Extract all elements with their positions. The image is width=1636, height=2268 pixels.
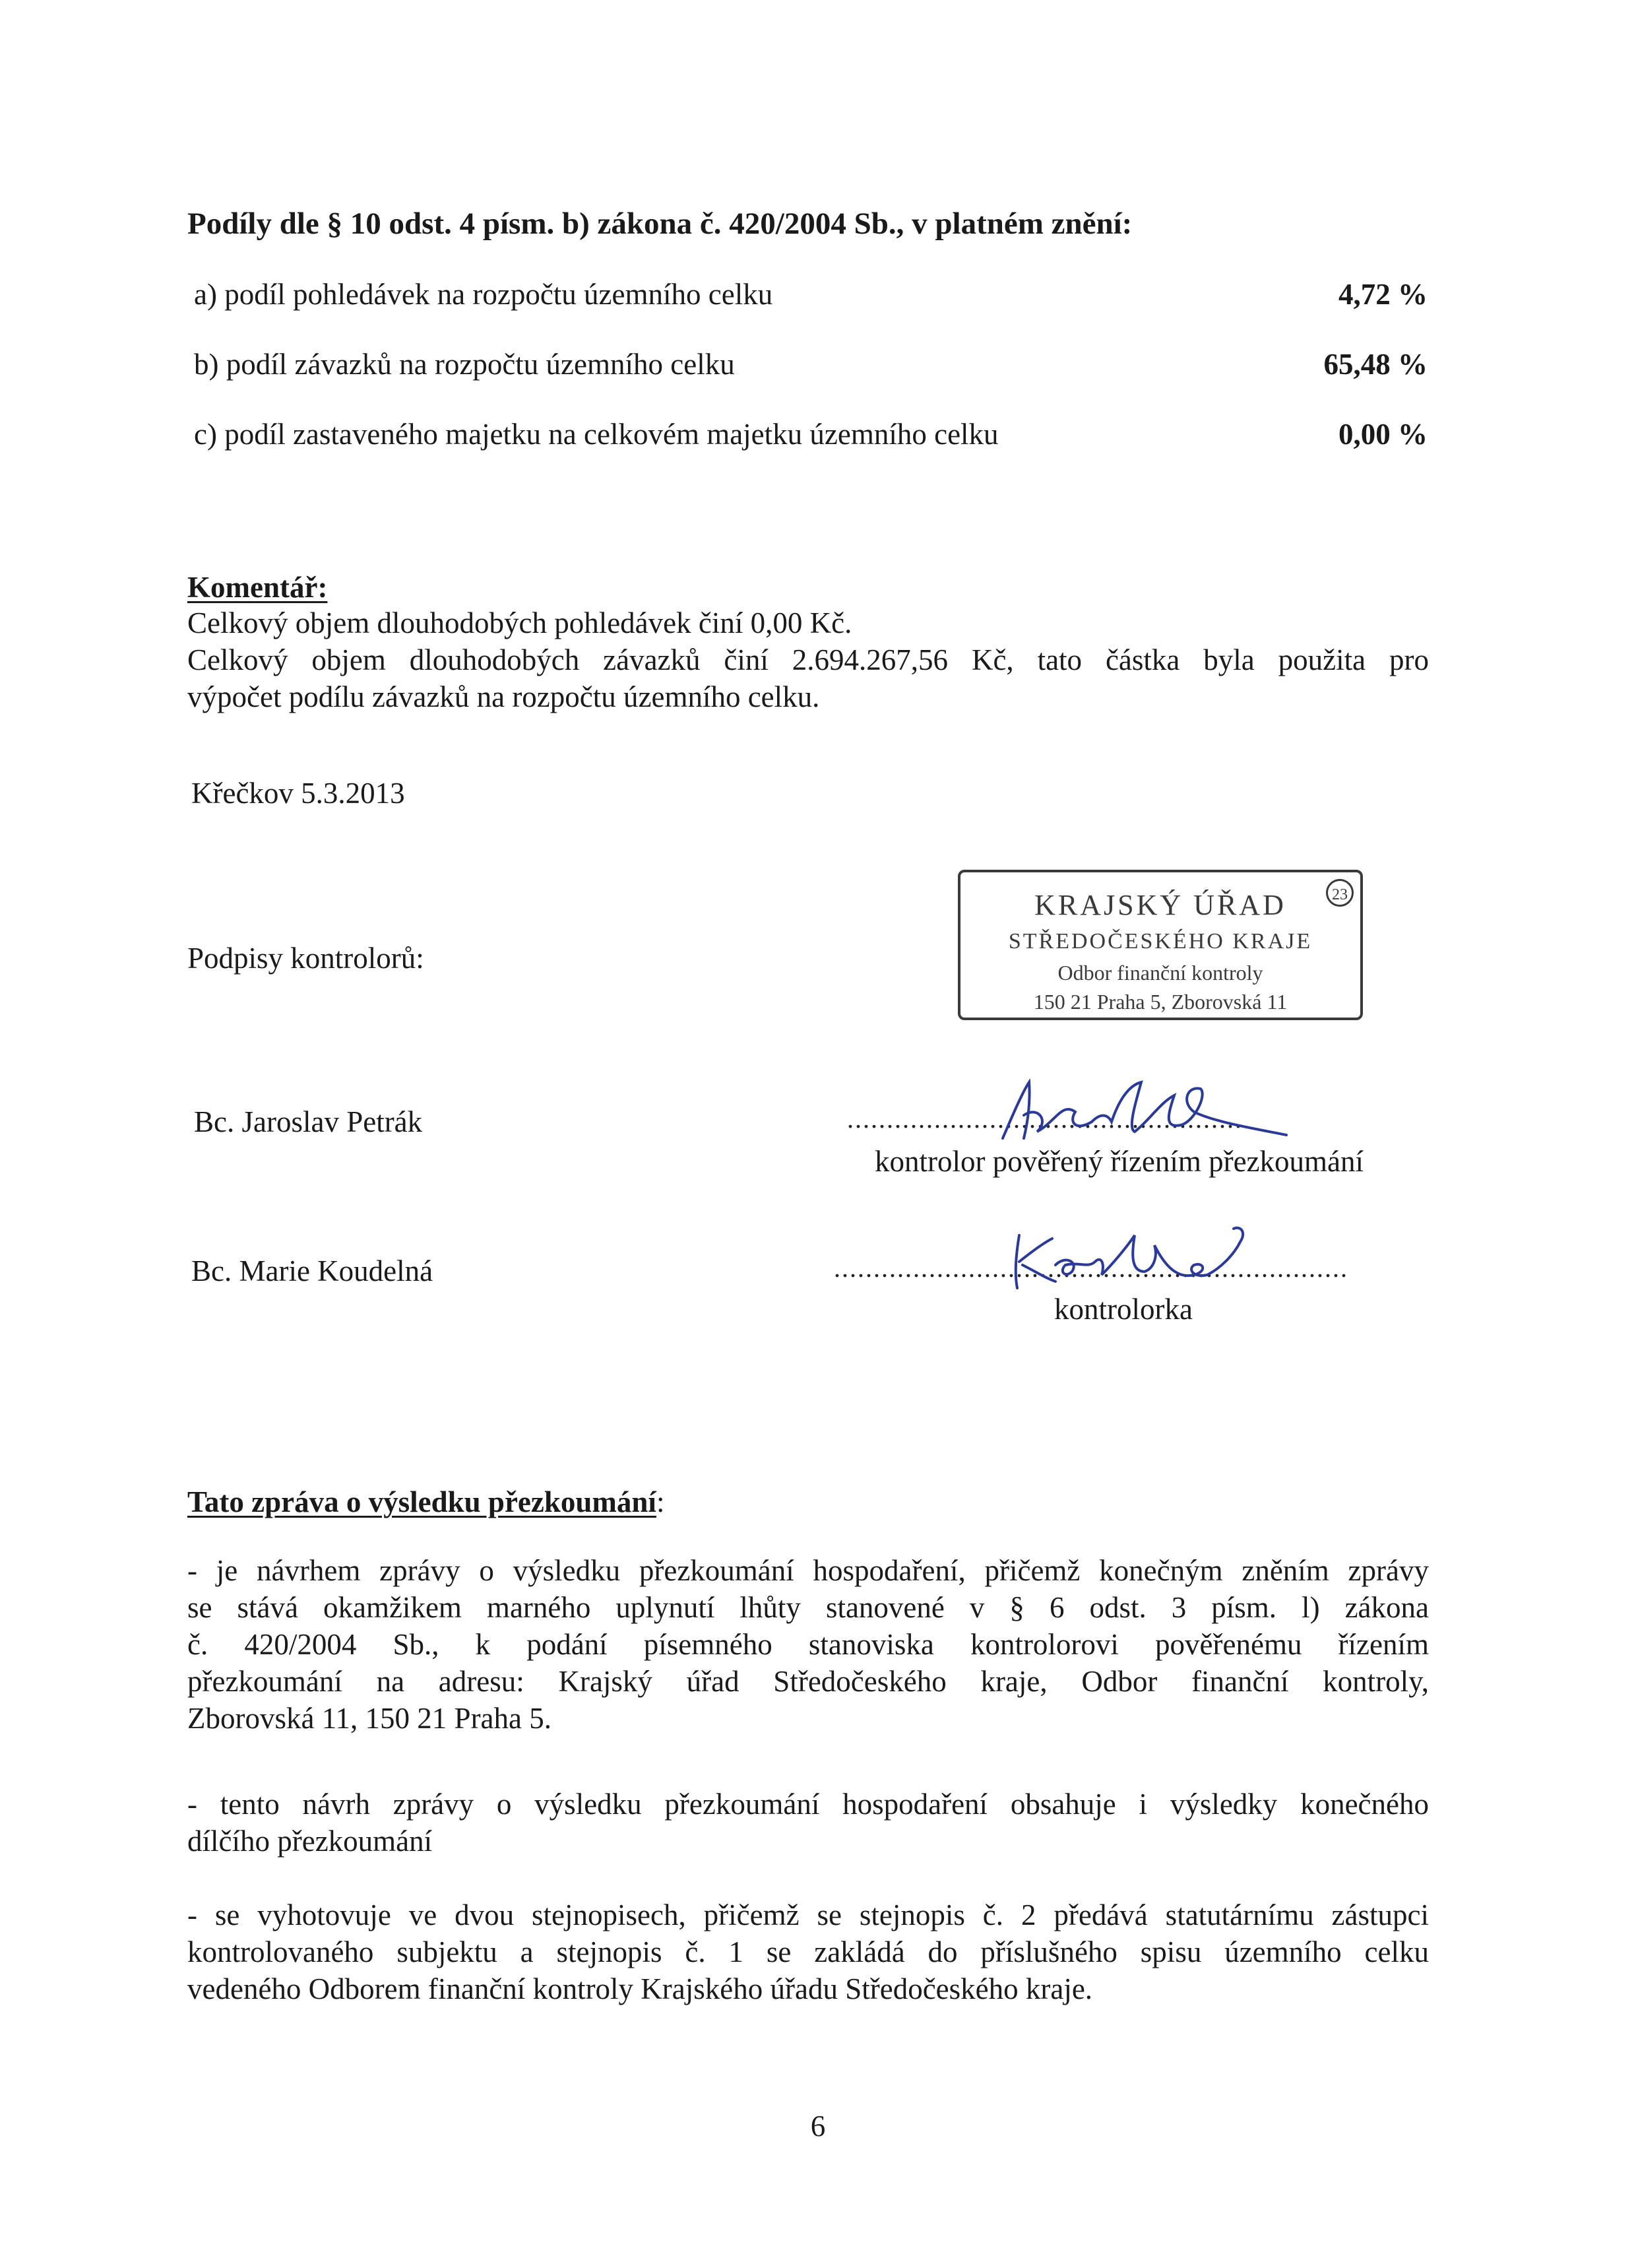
report-paragraph-1: [187, 1552, 1429, 1737]
report-paragraph-3: [187, 1896, 1429, 2007]
place-date: Křečkov 5.3.2013: [191, 777, 405, 810]
shares-heading: Podíly dle § 10 odst. 4 písm. b) zákona č. 420/2004 Sb., v platném znění:: [187, 207, 1133, 241]
signature-1-icon: [976, 1076, 1293, 1148]
comment-title: Komentář:: [187, 571, 328, 604]
share-b-label: b) podíl závazků na rozpočtu územního celku: [194, 348, 735, 381]
share-c-value: 0,00 %: [1338, 418, 1428, 451]
share-b-value: 65,48 %: [1323, 348, 1428, 381]
report-title-suffix: :: [656, 1485, 665, 1518]
report-title: Tato zpráva o výsledku přezkoumání: [187, 1485, 656, 1518]
stamp-line-2: STŘEDOČESKÉHO KRAJE: [1008, 929, 1313, 954]
stamp-line-4: 150 21 Praha 5, Zborovská 11: [1033, 990, 1288, 1014]
signatures-label: Podpisy kontrolorů:: [187, 942, 424, 975]
comment-body: [187, 604, 1429, 715]
signer-2-dots: .................................................................: [834, 1253, 1348, 1283]
signer-2-role: kontrolorka: [1054, 1293, 1193, 1326]
signer-2-name: Bc. Marie Koudelná: [191, 1254, 433, 1287]
report-p1-line: přezkoumání na adresu: Krajský úřad Středočeského kraje, Odbor finanční kontroly,: [187, 1665, 1429, 1698]
report-p1-line: - je návrhem zprávy o výsledku přezkoumání hospodaření, přičemž konečným zněním zprávy: [187, 1554, 1429, 1587]
report-p1-line: se stává okamžikem marného uplynutí lhůty stanovené v § 6 odst. 3 písm. l) zákona: [187, 1591, 1429, 1624]
signature-2-icon: [990, 1215, 1280, 1301]
stamp-line-3: Odbor finanční kontroly: [1057, 961, 1263, 985]
share-a-label: a) podíl pohledávek na rozpočtu územního celku: [194, 278, 773, 311]
comment-line-1: Celkový objem dlouhodobých pohledávek činí 0,00 Kč.: [187, 606, 852, 639]
share-a-value: 4,72 %: [1338, 278, 1428, 311]
comment-line-3: výpočet podílu závazků na rozpočtu územního celku.: [187, 680, 820, 713]
signer-1-dots: ..................................................: [847, 1104, 1243, 1134]
report-title-wrap: [187, 1483, 664, 1520]
report-p1-line: Zborovská 11, 150 21 Praha 5.: [187, 1702, 551, 1735]
office-stamp: [958, 870, 1363, 1020]
share-c-label: c) podíl zastaveného majetku na celkovém majetku územního celku: [194, 418, 999, 451]
report-p1-line: č. 420/2004 Sb., k podání písemného stanoviska kontrolorovi pověřenému řízením: [187, 1628, 1429, 1661]
comment-line-2: Celkový objem dlouhodobých závazků činí 2.694.267,56 Kč, tato částka byla použita pro: [187, 643, 1429, 676]
report-p2-line: - tento návrh zprávy o výsledku přezkoumání hospodaření obsahuje i výsledky konečného: [187, 1788, 1429, 1821]
report-p3-line: kontrolovaného subjektu a stejnopis č. 1 se zakládá do příslušného spisu územního celku: [187, 1935, 1429, 1968]
page-number: 6: [810, 2110, 826, 2143]
report-p3-line: - se vyhotovuje ve dvou stejnopisech, přičemž se stejnopis č. 2 předává statutárnímu zástupci: [187, 1898, 1429, 1931]
stamp-number: 23: [1326, 879, 1354, 907]
report-paragraph-2: [187, 1786, 1429, 1860]
signer-1-name: Bc. Jaroslav Petrák: [194, 1105, 423, 1138]
report-p3-line: vedeného Odborem finanční kontroly Krajského úřadu Středočeského kraje.: [187, 1972, 1093, 2005]
signer-1-role: kontrolor pověřený řízením přezkoumání: [875, 1145, 1364, 1178]
stamp-line-1: KRAJSKÝ ÚŘAD: [1034, 889, 1286, 921]
report-p2-line: dílčího přezkoumání: [187, 1825, 433, 1858]
